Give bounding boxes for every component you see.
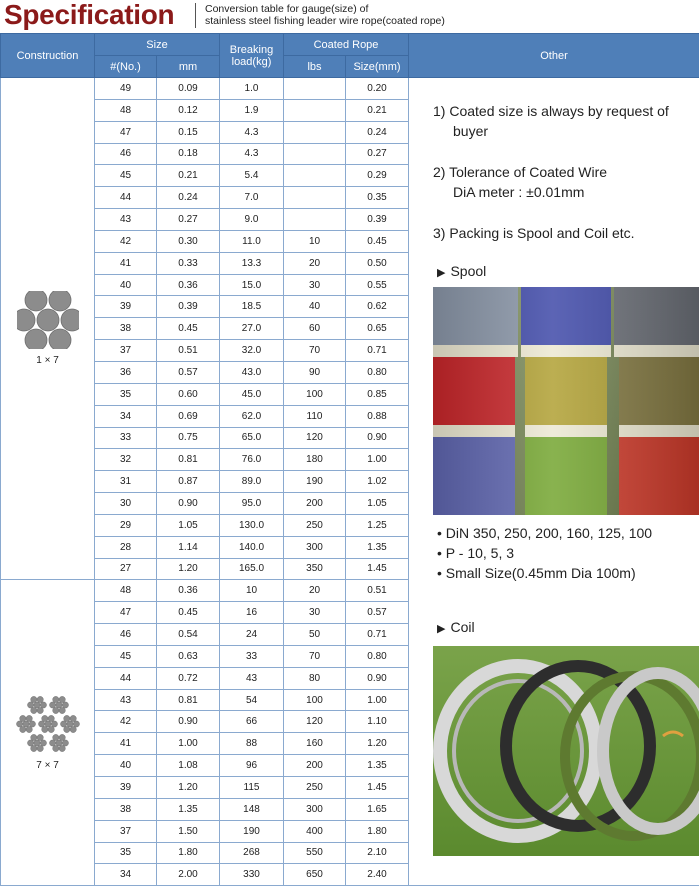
coated-size-cell: 1.20 xyxy=(346,733,409,755)
coated-size-cell: 0.62 xyxy=(346,296,409,318)
coated-size-cell: 0.20 xyxy=(346,78,409,100)
gauge-no-cell: 41 xyxy=(95,252,157,274)
gauge-no-cell: 43 xyxy=(95,689,157,711)
spool-photo xyxy=(433,287,699,515)
gauge-no-cell: 48 xyxy=(95,99,157,121)
gauge-no-cell: 45 xyxy=(95,645,157,667)
coated-size-cell: 1.45 xyxy=(346,777,409,799)
breaking-load-cell: 165.0 xyxy=(220,558,284,580)
gauge-no-cell: 35 xyxy=(95,842,157,864)
coated-lbs-cell: 550 xyxy=(284,842,346,864)
gauge-no-cell: 29 xyxy=(95,514,157,536)
breaking-load-cell: 4.3 xyxy=(220,143,284,165)
size-mm-cell: 1.05 xyxy=(157,514,220,536)
coated-size-cell: 0.21 xyxy=(346,99,409,121)
breaking-load-cell: 9.0 xyxy=(220,209,284,231)
coated-lbs-cell xyxy=(284,143,346,165)
coated-size-cell: 1.05 xyxy=(346,493,409,515)
gauge-no-cell: 39 xyxy=(95,777,157,799)
col-construction: Construction xyxy=(1,34,95,78)
coated-lbs-cell xyxy=(284,209,346,231)
gauge-no-cell: 34 xyxy=(95,864,157,886)
coated-lbs-cell: 20 xyxy=(284,252,346,274)
coated-size-cell: 0.80 xyxy=(346,361,409,383)
gauge-no-cell: 30 xyxy=(95,493,157,515)
coated-size-cell: 0.50 xyxy=(346,252,409,274)
coated-size-cell: 1.35 xyxy=(346,755,409,777)
size-mm-cell: 0.90 xyxy=(157,493,220,515)
breaking-load-cell: 88 xyxy=(220,733,284,755)
size-mm-cell: 0.54 xyxy=(157,624,220,646)
coated-size-cell: 0.90 xyxy=(346,427,409,449)
coated-lbs-cell: 180 xyxy=(284,449,346,471)
page-title: Specification xyxy=(4,0,175,30)
coated-lbs-cell xyxy=(284,165,346,187)
size-mm-cell: 0.36 xyxy=(157,580,220,602)
note-2 xyxy=(433,162,699,202)
gauge-no-cell: 36 xyxy=(95,361,157,383)
construction-cell xyxy=(1,580,95,886)
coated-lbs-cell: 650 xyxy=(284,864,346,886)
breaking-load-cell: 140.0 xyxy=(220,536,284,558)
size-mm-cell: 0.21 xyxy=(157,165,220,187)
size-mm-cell: 0.36 xyxy=(157,274,220,296)
coated-size-cell: 1.45 xyxy=(346,558,409,580)
gauge-no-cell: 34 xyxy=(95,405,157,427)
gauge-no-cell: 47 xyxy=(95,602,157,624)
size-mm-cell: 0.81 xyxy=(157,689,220,711)
gauge-no-cell: 27 xyxy=(95,558,157,580)
gauge-no-cell: 43 xyxy=(95,209,157,231)
size-mm-cell: 0.18 xyxy=(157,143,220,165)
col-mm: mm xyxy=(157,56,220,78)
coated-size-cell: 0.55 xyxy=(346,274,409,296)
gauge-no-cell: 46 xyxy=(95,143,157,165)
coated-lbs-cell: 350 xyxy=(284,558,346,580)
gauge-no-cell: 40 xyxy=(95,755,157,777)
size-mm-cell: 0.27 xyxy=(157,209,220,231)
bullet-item: • P - 10, 5, 3 xyxy=(437,543,652,563)
triangle-right-icon: ▶ xyxy=(437,623,446,635)
gauge-no-cell: 48 xyxy=(95,580,157,602)
gauge-no-cell: 32 xyxy=(95,449,157,471)
breaking-load-cell: 1.9 xyxy=(220,99,284,121)
bullet-item: • DiN 350, 250, 200, 160, 125, 100 xyxy=(437,523,652,543)
coil-heading-label: Coil xyxy=(450,619,475,635)
size-mm-cell: 0.12 xyxy=(157,99,220,121)
breaking-load-cell: 7.0 xyxy=(220,187,284,209)
coated-size-cell: 1.25 xyxy=(346,514,409,536)
coated-lbs-cell xyxy=(284,187,346,209)
coated-size-cell: 0.65 xyxy=(346,318,409,340)
coated-size-cell: 0.90 xyxy=(346,667,409,689)
size-mm-cell: 0.72 xyxy=(157,667,220,689)
breaking-load-cell: 5.4 xyxy=(220,165,284,187)
coated-size-cell: 0.45 xyxy=(346,230,409,252)
coated-size-cell: 0.29 xyxy=(346,165,409,187)
breaking-load-cell: 1.0 xyxy=(220,78,284,100)
coated-size-cell: 0.85 xyxy=(346,383,409,405)
coated-size-cell: 1.00 xyxy=(346,689,409,711)
coated-lbs-cell: 100 xyxy=(284,689,346,711)
breaking-load-cell: 62.0 xyxy=(220,405,284,427)
note-3: 3) Packing is Spool and Coil etc. xyxy=(433,225,635,241)
col-other: Other xyxy=(409,34,699,78)
note-2-line-1: 2) Tolerance of Coated Wire xyxy=(433,164,608,180)
breaking-load-cell: 115 xyxy=(220,777,284,799)
breaking-load-cell: 16 xyxy=(220,602,284,624)
coated-size-cell: 1.80 xyxy=(346,820,409,842)
construction-cell xyxy=(1,78,95,580)
coated-size-cell: 0.51 xyxy=(346,580,409,602)
size-mm-cell: 0.81 xyxy=(157,449,220,471)
gauge-no-cell: 42 xyxy=(95,711,157,733)
coated-lbs-cell: 30 xyxy=(284,602,346,624)
coated-lbs-cell xyxy=(284,99,346,121)
gauge-no-cell: 46 xyxy=(95,624,157,646)
breaking-load-cell: 32.0 xyxy=(220,340,284,362)
construction-label: 7 × 7 xyxy=(36,760,59,772)
size-mm-cell: 0.90 xyxy=(157,711,220,733)
coated-size-cell: 1.35 xyxy=(346,536,409,558)
col-no: #(No.) xyxy=(95,56,157,78)
page-subtitle xyxy=(205,3,445,27)
breaking-load-cell: 130.0 xyxy=(220,514,284,536)
breaking-load-cell: 43.0 xyxy=(220,361,284,383)
size-mm-cell: 0.09 xyxy=(157,78,220,100)
size-mm-cell: 1.08 xyxy=(157,755,220,777)
gauge-no-cell: 44 xyxy=(95,187,157,209)
coated-size-cell: 0.71 xyxy=(346,624,409,646)
coated-size-cell: 2.10 xyxy=(346,842,409,864)
subtitle-line-2: stainless steel fishing leader wire rope(coated rope) xyxy=(205,15,445,27)
coated-size-cell: 0.80 xyxy=(346,645,409,667)
size-mm-cell: 0.15 xyxy=(157,121,220,143)
coated-lbs-cell: 50 xyxy=(284,624,346,646)
size-mm-cell: 1.80 xyxy=(157,842,220,864)
breaking-load-cell: 4.3 xyxy=(220,121,284,143)
coated-lbs-cell xyxy=(284,78,346,100)
breaking-load-cell: 54 xyxy=(220,689,284,711)
breaking-load-cell: 89.0 xyxy=(220,471,284,493)
size-mm-cell: 0.60 xyxy=(157,383,220,405)
size-mm-cell: 0.75 xyxy=(157,427,220,449)
gauge-no-cell: 33 xyxy=(95,427,157,449)
breaking-load-cell: 43 xyxy=(220,667,284,689)
spool-bullets xyxy=(437,523,652,583)
coated-lbs-cell: 80 xyxy=(284,667,346,689)
gauge-no-cell: 38 xyxy=(95,798,157,820)
note-1-line-1: 1) Coated size is always by request of xyxy=(433,103,669,119)
gauge-no-cell: 49 xyxy=(95,78,157,100)
note-1-line-2: buyer xyxy=(453,123,489,139)
col-coated-rope: Coated Rope xyxy=(284,34,409,56)
coated-lbs-cell: 190 xyxy=(284,471,346,493)
gauge-no-cell: 41 xyxy=(95,733,157,755)
coated-lbs-cell: 110 xyxy=(284,405,346,427)
size-mm-cell: 1.14 xyxy=(157,536,220,558)
breaking-line-2: load(kg) xyxy=(231,55,272,68)
note-2-line-2: DiA meter : ±0.01mm xyxy=(453,184,585,200)
coated-lbs-cell: 20 xyxy=(284,580,346,602)
coated-lbs-cell: 160 xyxy=(284,733,346,755)
coated-lbs-cell: 60 xyxy=(284,318,346,340)
note-1 xyxy=(433,101,699,141)
breaking-load-cell: 95.0 xyxy=(220,493,284,515)
breaking-load-cell: 330 xyxy=(220,864,284,886)
col-size: Size xyxy=(95,34,220,56)
breaking-load-cell: 66 xyxy=(220,711,284,733)
coated-size-cell: 1.00 xyxy=(346,449,409,471)
size-mm-cell: 1.35 xyxy=(157,798,220,820)
size-mm-cell: 1.20 xyxy=(157,558,220,580)
gauge-no-cell: 40 xyxy=(95,274,157,296)
strand-1x7-icon xyxy=(17,291,79,349)
size-mm-cell: 1.50 xyxy=(157,820,220,842)
header-divider xyxy=(195,3,196,28)
subtitle-line-1: Conversion table for gauge(size) of xyxy=(205,3,369,15)
breaking-load-cell: 15.0 xyxy=(220,274,284,296)
coated-lbs-cell xyxy=(284,121,346,143)
gauge-no-cell: 35 xyxy=(95,383,157,405)
gauge-no-cell: 28 xyxy=(95,536,157,558)
breaking-load-cell: 148 xyxy=(220,798,284,820)
size-mm-cell: 0.45 xyxy=(157,602,220,624)
gauge-no-cell: 37 xyxy=(95,820,157,842)
coated-size-cell: 0.88 xyxy=(346,405,409,427)
breaking-load-cell: 65.0 xyxy=(220,427,284,449)
size-mm-cell: 0.39 xyxy=(157,296,220,318)
breaking-load-cell: 33 xyxy=(220,645,284,667)
size-mm-cell: 0.87 xyxy=(157,471,220,493)
other-panel xyxy=(408,78,699,887)
coated-size-cell: 1.02 xyxy=(346,471,409,493)
coated-size-cell: 1.65 xyxy=(346,798,409,820)
breaking-load-cell: 18.5 xyxy=(220,296,284,318)
coated-lbs-cell: 120 xyxy=(284,711,346,733)
gauge-no-cell: 37 xyxy=(95,340,157,362)
breaking-load-cell: 10 xyxy=(220,580,284,602)
size-mm-cell: 0.33 xyxy=(157,252,220,274)
page-header xyxy=(0,0,699,33)
coated-lbs-cell: 90 xyxy=(284,361,346,383)
coated-size-cell: 1.10 xyxy=(346,711,409,733)
size-mm-cell: 1.20 xyxy=(157,777,220,799)
construction-label: 1 × 7 xyxy=(36,355,59,367)
size-mm-cell: 0.45 xyxy=(157,318,220,340)
coated-lbs-cell: 200 xyxy=(284,755,346,777)
coated-size-cell: 2.40 xyxy=(346,864,409,886)
size-mm-cell: 2.00 xyxy=(157,864,220,886)
size-mm-cell: 1.00 xyxy=(157,733,220,755)
size-mm-cell: 0.30 xyxy=(157,230,220,252)
coated-size-cell: 0.27 xyxy=(346,143,409,165)
breaking-load-cell: 190 xyxy=(220,820,284,842)
coated-lbs-cell: 300 xyxy=(284,536,346,558)
coated-lbs-cell: 70 xyxy=(284,340,346,362)
size-mm-cell: 0.51 xyxy=(157,340,220,362)
coated-lbs-cell: 250 xyxy=(284,777,346,799)
triangle-right-icon: ▶ xyxy=(437,267,446,279)
coated-lbs-cell: 300 xyxy=(284,798,346,820)
coil-heading xyxy=(437,619,475,635)
gauge-no-cell: 31 xyxy=(95,471,157,493)
coated-lbs-cell: 100 xyxy=(284,383,346,405)
gauge-no-cell: 45 xyxy=(95,165,157,187)
gauge-no-cell: 47 xyxy=(95,121,157,143)
gauge-no-cell: 38 xyxy=(95,318,157,340)
size-mm-cell: 0.24 xyxy=(157,187,220,209)
gauge-no-cell: 44 xyxy=(95,667,157,689)
col-breaking-load xyxy=(220,34,284,78)
breaking-load-cell: 45.0 xyxy=(220,383,284,405)
coated-lbs-cell: 10 xyxy=(284,230,346,252)
strand-7x7-icon xyxy=(16,694,80,754)
size-mm-cell: 0.63 xyxy=(157,645,220,667)
breaking-load-cell: 24 xyxy=(220,624,284,646)
spool-heading xyxy=(437,263,486,279)
coated-lbs-cell: 70 xyxy=(284,645,346,667)
coated-size-cell: 0.24 xyxy=(346,121,409,143)
coated-size-cell: 0.71 xyxy=(346,340,409,362)
breaking-load-cell: 13.3 xyxy=(220,252,284,274)
coated-lbs-cell: 30 xyxy=(284,274,346,296)
size-mm-cell: 0.69 xyxy=(157,405,220,427)
coated-lbs-cell: 400 xyxy=(284,820,346,842)
coated-lbs-cell: 40 xyxy=(284,296,346,318)
breaking-load-cell: 11.0 xyxy=(220,230,284,252)
col-lbs: lbs xyxy=(284,56,346,78)
coated-size-cell: 0.39 xyxy=(346,209,409,231)
coated-size-cell: 0.57 xyxy=(346,602,409,624)
gauge-no-cell: 42 xyxy=(95,230,157,252)
size-mm-cell: 0.57 xyxy=(157,361,220,383)
breaking-load-cell: 268 xyxy=(220,842,284,864)
breaking-load-cell: 27.0 xyxy=(220,318,284,340)
breaking-line-1: Breaking xyxy=(229,43,274,56)
coated-size-cell: 0.35 xyxy=(346,187,409,209)
breaking-load-cell: 96 xyxy=(220,755,284,777)
gauge-no-cell: 39 xyxy=(95,296,157,318)
coated-lbs-cell: 200 xyxy=(284,493,346,515)
coil-photo xyxy=(433,646,699,856)
coated-lbs-cell: 250 xyxy=(284,514,346,536)
breaking-load-cell: 76.0 xyxy=(220,449,284,471)
spool-heading-label: Spool xyxy=(450,263,487,279)
coated-lbs-cell: 120 xyxy=(284,427,346,449)
bullet-item: • Small Size(0.45mm Dia 100m) xyxy=(437,563,652,583)
col-size-mm: Size(mm) xyxy=(346,56,409,78)
